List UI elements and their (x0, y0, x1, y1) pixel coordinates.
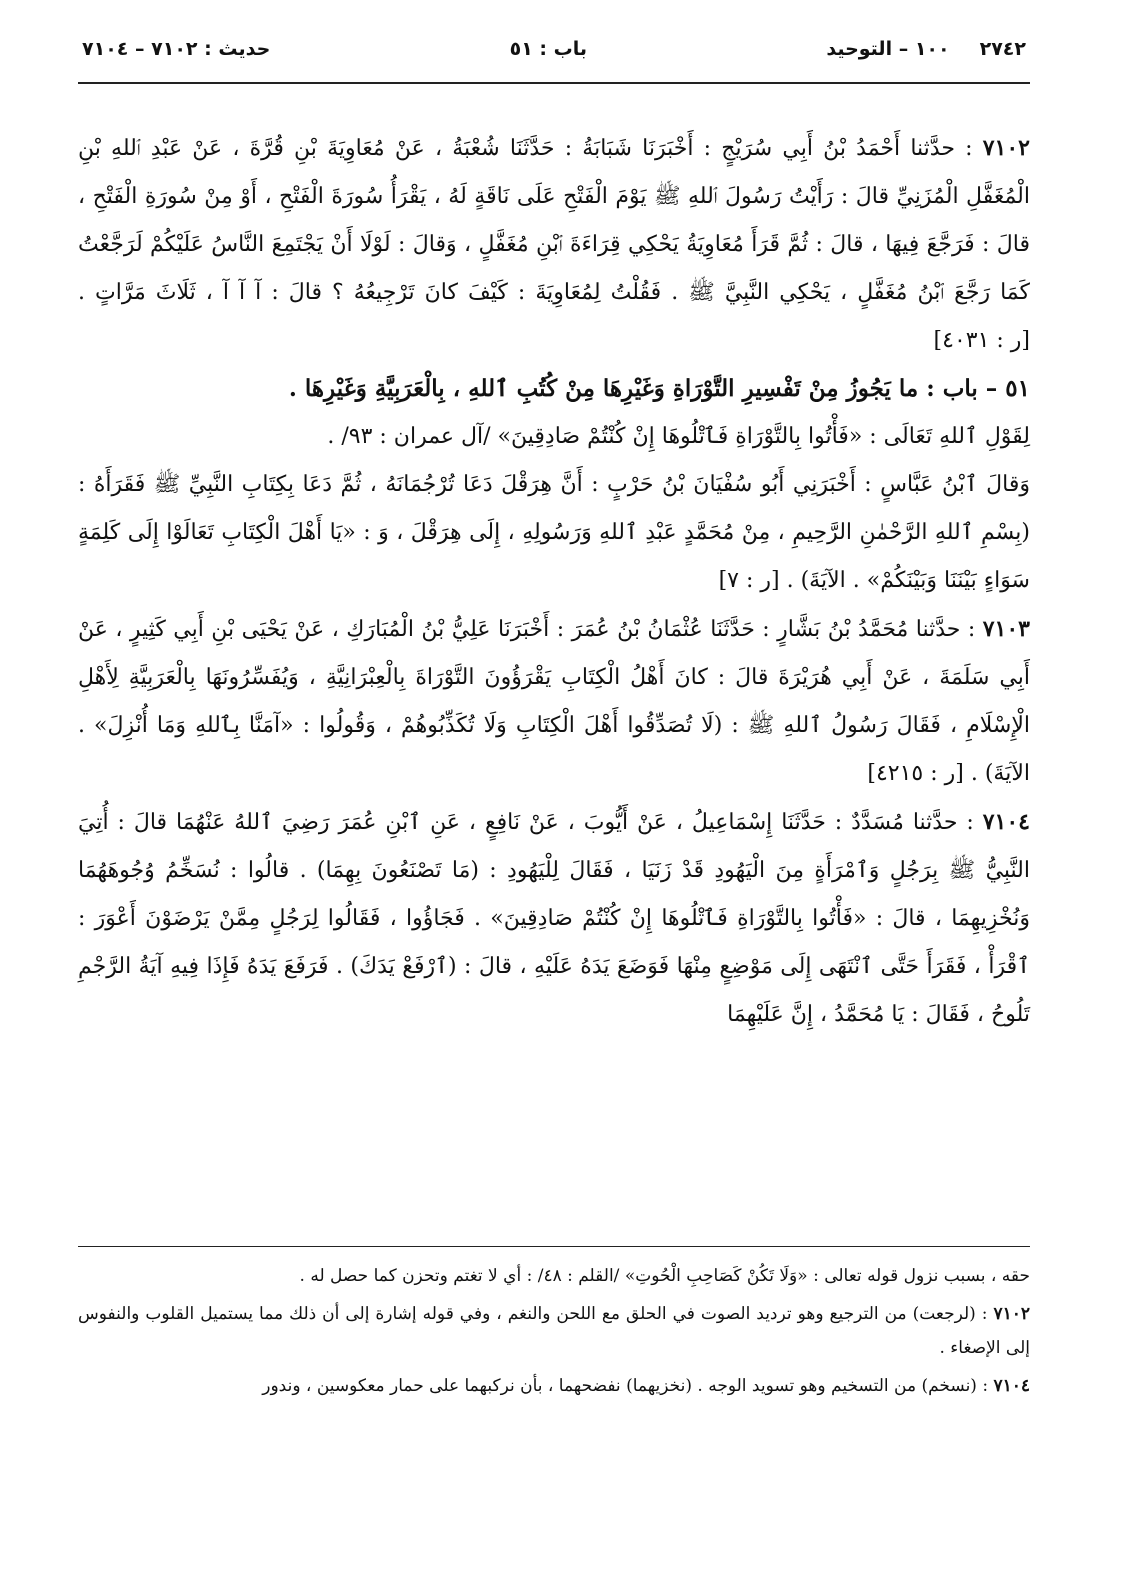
main-text (78, 124, 1030, 1039)
bab-title: ما يَجُوزُ مِنْ تَفْسِيرِ التَّوْرَاةِ وَغَيْرِهَا مِنْ كُتُبِ ٱللهِ ، بِالْعَرَبِيَّةِ وَغَيْرِهَا . (288, 375, 919, 402)
footnotes (78, 1246, 1030, 1407)
hadith-text: : حدَّثنا أَحْمَدُ بْنُ أَبِي سُرَيْجٍ : أَخْبَرَنَا شَبَابَةُ : حَدَّثَنَا شُعْبَةُ ، عَنْ مُعَاوِيَةَ بْنِ قُرَّةَ ، عَنْ عَبْدِ ٱللهِ بْنِ الْمُغَفَّلِ الْمُزَنِيِّ قالَ : رَأَيْتُ رَسُولَ ٱللهِ ﷺ يَوْمَ الْفَتْحِ عَلَى نَاقَةٍ لَهُ ، يَقْرَأُ سُورَةَ الْفَتْحِ ، أَوْ مِنْ سُورَةِ الْفَتْحِ ، قالَ : فَرَجَّعَ فِيهَا ، قالَ : ثُمَّ قَرَأَ مُعَاوِيَةُ يَحْكِي قِرَاءَةَ ٱبْنِ مُغَفَّلٍ ، وَقالَ : لَوْلَا أَنْ يَجْتَمِعَ النَّاسُ عَلَيْكُمْ لَرَجَّعْتُ كَمَا رَجَّعَ ٱبْنُ مُغَفَّلٍ ، يَحْكِي النَّبِيَّ ﷺ . فَقُلْتُ لِمُعَاوِيَةَ : كَيْفَ كانَ تَرْجِيعُهُ ؟ قالَ : آ آ آ ، ثَلَاثَ مَرَّاتٍ . (78, 136, 1030, 305)
cross-reference: [ر : ٤٢١٥] (867, 761, 964, 786)
cross-reference: [ر : ٧] (718, 568, 780, 593)
hadith-text: : حدَّثنا مُسَدَّدٌ : حَدَّثَنَا إِسْمَاعِيلُ ، عَنْ أَيُّوبَ ، عَنْ نَافِعٍ ، عَنِ ٱبْنِ عُمَرَ رَضِيَ ٱللهُ عَنْهُمَا قالَ : أُتِيَ النَّبِيُّ ﷺ بِرَجُلٍ وَٱمْرَأَةٍ مِنَ الْيَهُودِ قَدْ زَنَيَا ، فَقَالَ لِلْيَهُودِ : (مَا تَصْنَعُونَ بِهِمَا) . قالُوا : نُسَخِّمُ وُجُوهَهُمَا وَنُخْزِيهِمَا ، قالَ : «فَأْتُوا بِالتَّوْرَاةِ فَٱتْلُوهَا إِنْ كُنْتُمْ صَادِقِينَ» . فَجَاؤُوا ، فَقَالُوا لِرَجُلٍ مِمَّنْ يَرْضَوْنَ أَعْوَرَ : ٱقْرَأْ ، فَقَرَأَ حَتَّى ٱنْتَهَى إِلَى مَوْضِعٍ مِنْهَا فَوَضَعَ يَدَهُ عَلَيْهِ ، قالَ : (ٱرْفَعْ يَدَكَ) . فَرَفَعَ يَدَهُ فَإِذَا فِيهِ آيَةُ الرَّجْمِ تَلُوحُ ، فَقَالَ : يَا مُحَمَّدُ ، إِنَّ عَلَيْهِمَا (78, 810, 1030, 1027)
hadith-number: ٧١٠٣ (982, 616, 1030, 642)
hadith-7104 (78, 798, 1030, 1039)
page-number: ٢٧٤٢ (979, 38, 1026, 60)
chapter-label: باب : ٥١ (509, 38, 588, 60)
footnote-continued: حقه ، بسبب نزول قوله تعالى : «وَلَا تَكُنْ كَصَاحِبِ الْحُوتِ» /القلم : ٤٨/ : أي لا تغتم وتحزن كما حصل له . (299, 1266, 1030, 1286)
cross-reference: [ر : ٤٠٣١] (933, 328, 1030, 353)
bab-number: ٥١ – باب : (926, 375, 1030, 402)
hadith-7102 (78, 124, 1030, 365)
hadith-range: حديث : ٧١٠٢ – ٧١٠٤ (82, 38, 271, 60)
quran-quote: لِقَوْلِ ٱللهِ تَعَالَى : «فَأْتُوا بِالتَّوْرَاةِ فَٱتْلُوهَا إِنْ كُنْتُمْ صَادِقِينَ» /آل عمران : ٩٣/ . (327, 424, 1030, 449)
running-header (78, 38, 1030, 84)
narration-text: وَقالَ ٱبْنُ عَبَّاسٍ : أَخْبَرَنِي أَبُو سُفْيَانَ بْنُ حَرْبٍ : أَنَّ هِرَقْلَ دَعَا تُرْجُمَانَهُ ، ثُمَّ دَعَا بِكِتَابِ النَّبِيِّ ﷺ فَقَرَأَهُ : (بِسْمِ ٱللهِ الرَّحْمٰنِ الرَّحِيمِ ، مِنْ مُحَمَّدٍ عَبْدِ ٱللهِ وَرَسُولِهِ ، إِلَى هِرَقْلَ ، وَ : «يَا أَهْلَ الْكِتَابِ تَعَالَوْا إِلَى كَلِمَةٍ سَوَاءٍ بَيْنَنَا وَبَيْنَكُمْ» . الآيَةَ) . (78, 472, 1030, 593)
hadith-7103 (78, 605, 1030, 798)
footnote-number: ٧١٠٤ (993, 1376, 1030, 1396)
footnote-7102 (78, 1297, 1030, 1365)
header-right-group (826, 38, 1026, 60)
hadith-text: : حدَّثنا مُحَمَّدُ بْنُ بَشَّارٍ : حَدَّثَنَا عُثْمَانُ بْنُ عُمَرَ : أَخْبَرَنَا عَلِيُّ بْنُ الْمُبَارَكِ ، عَنْ يَحْيَى بْنِ أَبِي كَثِيرٍ ، عَنْ أَبِي سَلَمَةَ ، عَنْ أَبِي هُرَيْرَةَ قالَ : كانَ أَهْلُ الْكِتَابِ يَقْرَؤُونَ التَّوْرَاةَ بِالْعِبْرَانِيَّةِ ، وَيُفَسِّرُونَهَا بِالْعَرَبِيَّةِ لِأَهْلِ الْإِسْلَامِ ، فَقَالَ رَسُولُ ٱللهِ ﷺ : (لَا تُصَدِّقُوا أَهْلَ الْكِتَابِ وَلَا تُكَذِّبُوهُمْ ، وَقُولُوا : «آمَنَّا بِٱللهِ وَمَا أُنْزِلَ» . الآيَةَ) . (78, 617, 1030, 786)
footnote-7104 (78, 1369, 1030, 1403)
footnote-text: : (لرجعت) من الترجيع وهو ترديد الصوت في الحلق مع اللحن والنغم ، وفي قوله إشارة إلى أن ذلك مما يستميل القلوب والنفوس إلى الإصغاء . (78, 1304, 1030, 1358)
footnote-number: ٧١٠٢ (993, 1304, 1030, 1324)
hadith-number: ٧١٠٢ (982, 135, 1030, 161)
ibn-abbas-narration (78, 461, 1030, 605)
hadith-number: ٧١٠٤ (982, 809, 1030, 835)
page (78, 38, 1030, 1039)
book-title: ١٠٠ – التوحيد (826, 38, 950, 60)
bab-heading (78, 365, 1030, 413)
footnote-text: : (نسخم) من التسخيم وهو تسويد الوجه . (نخزيهما) نفضحهما ، بأن نركبهما على حمار معكوسين ، وندور (262, 1376, 994, 1396)
